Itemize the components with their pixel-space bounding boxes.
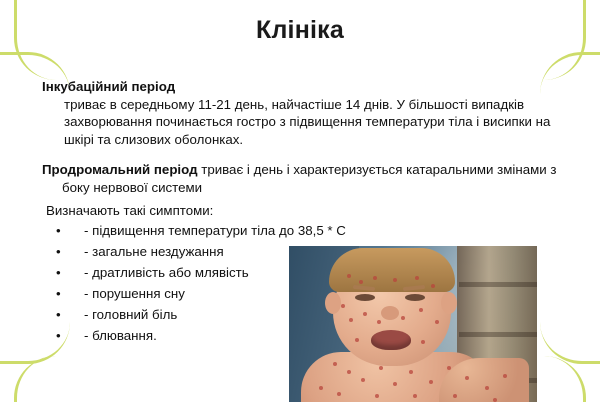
bullet-icon: •	[56, 243, 61, 259]
rash-spot	[337, 392, 341, 396]
rash-spot	[359, 280, 363, 284]
rash-spot	[447, 366, 451, 370]
bullet-icon: •	[56, 222, 61, 238]
photo-child-nose	[381, 306, 399, 320]
bullet-icon: •	[56, 328, 61, 344]
photo-child-eye-right	[405, 294, 425, 301]
photo-background-shelf-line	[459, 282, 537, 287]
list-item-label: - підвищення температури тіла до 38,5 * С	[84, 222, 346, 238]
rash-spot	[373, 276, 377, 280]
rash-spot	[377, 320, 381, 324]
list-item-label: - дратливість або млявість	[84, 264, 249, 280]
rash-spot	[465, 376, 469, 380]
bullet-icon: •	[56, 264, 61, 280]
paragraph-incubation-text: триває в середньому 11-21 день, найчастіше 14 днів. У більшості випадків захворювання починається гостро з підвищення температури тіла і висипки на шкірі та слизових оболонках.	[64, 96, 551, 147]
rash-spot	[393, 382, 397, 386]
photo-child-ear-left	[325, 292, 341, 314]
rash-spot	[361, 378, 365, 382]
rash-spot	[431, 284, 435, 288]
rash-spot	[429, 380, 433, 384]
rash-spot	[393, 278, 397, 282]
bullet-icon: •	[56, 285, 61, 301]
rash-spot	[419, 308, 423, 312]
paragraph-incubation	[42, 78, 558, 148]
rash-spot	[413, 394, 417, 398]
rash-spot	[435, 320, 439, 324]
rash-spot	[347, 274, 351, 278]
rash-spot	[341, 304, 345, 308]
rash-spot	[379, 366, 383, 370]
paragraph-prodromal-lead: Продромальний період	[42, 162, 198, 178]
photo-child-mouth	[371, 330, 411, 350]
rash-spot	[375, 394, 379, 398]
rash-spot	[349, 318, 353, 322]
bullet-icon: •	[56, 307, 61, 323]
rash-spot	[421, 340, 425, 344]
rash-spot	[355, 338, 359, 342]
paragraph-prodromal	[42, 161, 558, 196]
list-item-label: - блювання.	[84, 328, 157, 344]
symptoms-heading: Визначають такі симптоми:	[46, 203, 214, 219]
rash-spot	[347, 370, 351, 374]
photo-child-ear-right	[441, 292, 457, 314]
list-item-label: - порушення сну	[84, 285, 185, 301]
rash-spot	[485, 386, 489, 390]
list-item-label: - головний біль	[84, 307, 178, 323]
rash-spot	[363, 312, 367, 316]
photo-child-hair	[329, 248, 455, 292]
rash-spot	[319, 386, 323, 390]
list-item	[48, 222, 558, 240]
rash-spot	[493, 398, 497, 402]
rash-spot	[503, 374, 507, 378]
paragraph-prodromal-text: триває і день і характеризується катаральними змінами з боку нервової системи	[62, 162, 557, 195]
rash-spot	[401, 316, 405, 320]
rash-spot	[409, 370, 413, 374]
rash-spot	[415, 276, 419, 280]
list-item-label: - загальне нездужання	[84, 243, 224, 259]
paragraph-incubation-lead: Інкубаційний період	[42, 79, 176, 94]
photo-background-shelf-line	[459, 332, 537, 337]
crying-child-with-rash-photo	[289, 246, 537, 402]
rash-spot	[453, 394, 457, 398]
page-title: Клініка	[256, 16, 344, 44]
rash-spot	[333, 362, 337, 366]
photo-child-eye-left	[355, 294, 375, 301]
